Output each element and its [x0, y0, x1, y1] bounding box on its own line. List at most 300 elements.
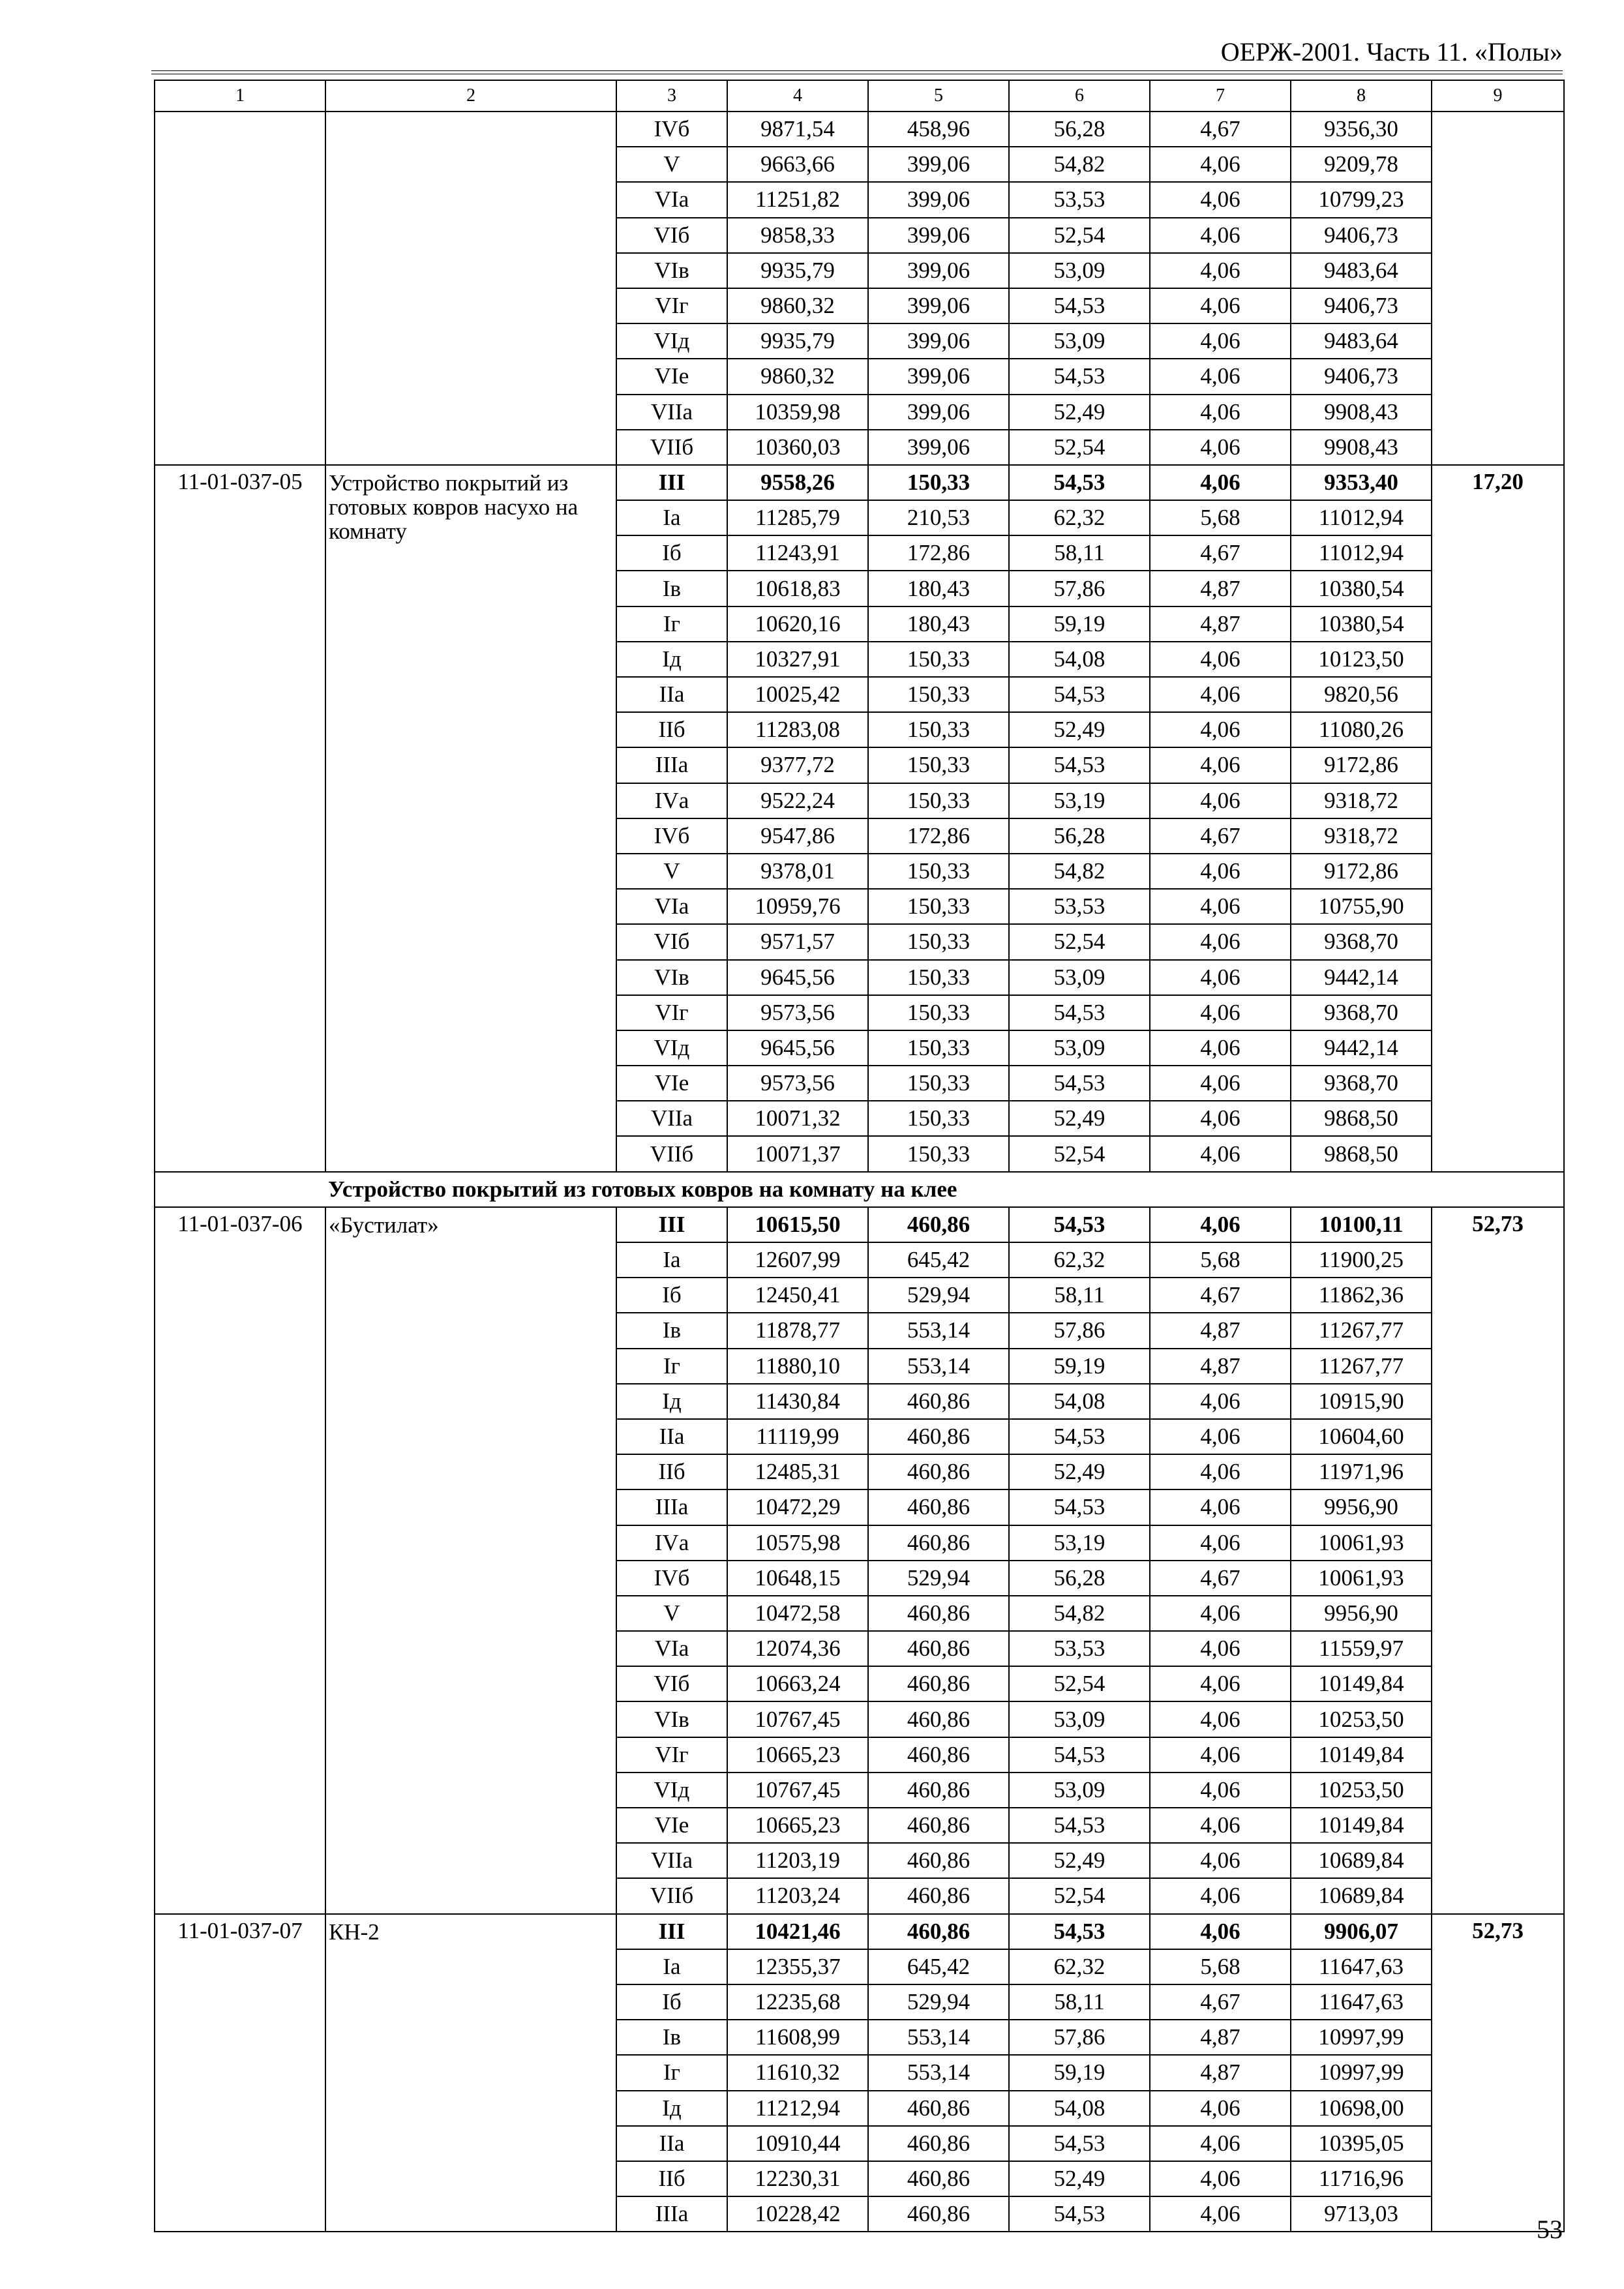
materials-cell: 10395,05 [1291, 2126, 1432, 2161]
section-title: Устройство покрытий из готовых ковров на комнату на клее [325, 1172, 1564, 1207]
direct-costs-cell: 10648,15 [727, 1561, 868, 1596]
materials-cell: 11559,97 [1291, 1631, 1432, 1666]
labor-hours-cell: 62,32 [1009, 500, 1150, 535]
materials-cell: 9368,70 [1291, 995, 1432, 1030]
labor-hours-cell: 53,09 [1009, 253, 1150, 288]
materials-cell: 10061,93 [1291, 1561, 1432, 1596]
direct-costs-cell: 10359,98 [727, 395, 868, 430]
labor-costs-cell: 4,06 [1150, 323, 1291, 359]
labor-hours-cell: 56,28 [1009, 818, 1150, 854]
labor-costs-cell: 4,06 [1150, 1384, 1291, 1419]
direct-costs-cell: 12355,37 [727, 1949, 868, 1984]
labor-costs-cell: 4,06 [1150, 1066, 1291, 1101]
region-zone-cell: VIд [616, 1030, 727, 1066]
table-row [155, 1914, 1564, 1949]
machine-costs-cell: 399,06 [868, 253, 1009, 288]
region-zone-cell: IIIа [616, 747, 727, 783]
labor-hours-cell: 52,54 [1009, 430, 1150, 465]
labor-hours-cell: 52,49 [1009, 712, 1150, 747]
labor-hours-cell: 54,53 [1009, 359, 1150, 394]
materials-cell: 11971,96 [1291, 1454, 1432, 1489]
materials-cell: 9172,86 [1291, 854, 1432, 889]
direct-costs-cell: 12074,36 [727, 1631, 868, 1666]
region-zone-cell: IIб [616, 1454, 727, 1489]
labor-hours-cell: 57,86 [1009, 571, 1150, 606]
direct-costs-cell: 11880,10 [727, 1349, 868, 1384]
region-zone-cell: VIв [616, 1701, 727, 1737]
materials-cell: 9368,70 [1291, 1066, 1432, 1101]
region-zone-cell: Iв [616, 571, 727, 606]
labor-costs-cell: 4,06 [1150, 1030, 1291, 1066]
direct-costs-cell: 9860,32 [727, 359, 868, 394]
machine-costs-cell: 150,33 [868, 1101, 1009, 1136]
machine-costs-cell: 180,43 [868, 571, 1009, 606]
labor-costs-cell: 4,06 [1150, 395, 1291, 430]
machine-costs-cell: 460,86 [868, 1596, 1009, 1631]
direct-costs-cell: 12607,99 [727, 1242, 868, 1278]
direct-costs-cell: 12450,41 [727, 1278, 868, 1313]
region-zone-cell: VIа [616, 1631, 727, 1666]
region-zone-cell: VIIб [616, 1136, 727, 1171]
column-number-row [155, 80, 1564, 112]
machine-costs-cell: 460,86 [868, 1489, 1009, 1525]
materials-cell: 9442,14 [1291, 1030, 1432, 1066]
machine-costs-cell: 460,86 [868, 1631, 1009, 1666]
labor-hours-cell: 52,49 [1009, 1454, 1150, 1489]
machine-costs-cell: 172,86 [868, 818, 1009, 854]
labor-costs-cell: 4,06 [1150, 1101, 1291, 1136]
labor-hours-cell: 53,09 [1009, 1701, 1150, 1737]
labor-hours-cell: 62,32 [1009, 1949, 1150, 1984]
materials-cell: 9908,43 [1291, 395, 1432, 430]
machine-costs-cell: 460,86 [868, 1525, 1009, 1561]
labor-hours-cell: 52,49 [1009, 1843, 1150, 1878]
region-zone-cell: Iв [616, 1313, 727, 1348]
direct-costs-cell: 11285,79 [727, 500, 868, 535]
region-zone-cell: IIб [616, 712, 727, 747]
materials-cell: 10755,90 [1291, 889, 1432, 924]
labor-hours-cell: 52,49 [1009, 2161, 1150, 2196]
region-zone-cell: VIа [616, 182, 727, 217]
region-zone-cell: V [616, 147, 727, 182]
region-zone-cell: VIIа [616, 1843, 727, 1878]
materials-cell: 9956,90 [1291, 1596, 1432, 1631]
machine-costs-cell: 150,33 [868, 712, 1009, 747]
materials-cell: 9368,70 [1291, 924, 1432, 959]
machine-costs-cell: 150,33 [868, 1136, 1009, 1171]
region-zone-cell: Iв [616, 2020, 727, 2055]
machine-costs-cell: 150,33 [868, 465, 1009, 500]
region-zone-cell: Iа [616, 1949, 727, 1984]
labor-hours-cell: 59,19 [1009, 2055, 1150, 2090]
region-zone-cell: IIа [616, 1419, 727, 1454]
labor-hours-cell: 58,11 [1009, 535, 1150, 571]
direct-costs-cell: 10620,16 [727, 606, 868, 642]
labor-costs-cell: 4,06 [1150, 1596, 1291, 1631]
region-zone-cell: VIг [616, 1737, 727, 1773]
labor-hours-cell: 53,53 [1009, 1631, 1150, 1666]
direct-costs-cell: 9522,24 [727, 783, 868, 818]
machine-costs-cell: 553,14 [868, 2020, 1009, 2055]
direct-costs-cell: 9645,56 [727, 1030, 868, 1066]
region-zone-cell: VIе [616, 1066, 727, 1101]
direct-costs-cell: 10360,03 [727, 430, 868, 465]
direct-costs-cell: 9860,32 [727, 288, 868, 323]
machine-costs-cell: 645,42 [868, 1949, 1009, 1984]
machine-costs-cell: 529,94 [868, 1984, 1009, 2020]
column-number: 2 [325, 80, 616, 112]
labor-costs-cell: 4,06 [1150, 218, 1291, 253]
labor-costs-cell: 4,06 [1150, 2126, 1291, 2161]
direct-costs-cell: 11283,08 [727, 712, 868, 747]
region-zone-cell: VIб [616, 924, 727, 959]
machine-costs-cell: 460,86 [868, 1808, 1009, 1843]
direct-costs-cell: 10615,50 [727, 1207, 868, 1242]
region-zone-cell: III [616, 1207, 727, 1242]
work-description-cell: Устройство покрытий из готовых ковров насухо на комнату [325, 465, 616, 1172]
materials-cell: 9172,86 [1291, 747, 1432, 783]
region-zone-cell: VIIа [616, 395, 727, 430]
labor-costs-cell: 4,67 [1150, 818, 1291, 854]
labor-hours-cell: 54,82 [1009, 1596, 1150, 1631]
machine-costs-cell: 645,42 [868, 1242, 1009, 1278]
direct-costs-cell: 9378,01 [727, 854, 868, 889]
rate-code-cell: 11-01-037-07 [155, 1914, 325, 2232]
region-zone-cell: VIв [616, 960, 727, 995]
section-empty-cell [155, 1172, 325, 1207]
column-number: 1 [155, 80, 325, 112]
materials-cell: 10698,00 [1291, 2091, 1432, 2126]
materials-cell: 9956,90 [1291, 1489, 1432, 1525]
direct-costs-cell: 11251,82 [727, 182, 868, 217]
labor-hours-cell: 54,82 [1009, 147, 1150, 182]
labor-costs-cell: 4,06 [1150, 995, 1291, 1030]
direct-costs-cell: 9935,79 [727, 323, 868, 359]
labor-hours-cell: 58,11 [1009, 1984, 1150, 2020]
direct-costs-cell: 10327,91 [727, 642, 868, 677]
materials-cell: 9908,43 [1291, 430, 1432, 465]
labor-hours-cell: 54,53 [1009, 1066, 1150, 1101]
machine-costs-cell: 150,33 [868, 677, 1009, 712]
materials-cell: 10100,11 [1291, 1207, 1432, 1242]
labor-costs-cell: 5,68 [1150, 1242, 1291, 1278]
machine-costs-cell: 458,96 [868, 112, 1009, 147]
materials-cell: 10061,93 [1291, 1525, 1432, 1561]
materials-cell: 9318,72 [1291, 783, 1432, 818]
region-zone-cell: Iг [616, 1349, 727, 1384]
direct-costs-cell: 9858,33 [727, 218, 868, 253]
region-zone-cell: Iд [616, 642, 727, 677]
labor-costs-cell: 4,06 [1150, 147, 1291, 182]
table-row [155, 1207, 1564, 1242]
labor-costs-cell: 4,06 [1150, 1843, 1291, 1878]
labor-hours-cell: 53,09 [1009, 323, 1150, 359]
rate-code-cell: 11-01-037-05 [155, 465, 325, 1172]
labor-hours-cell: 59,19 [1009, 606, 1150, 642]
direct-costs-cell: 11212,94 [727, 2091, 868, 2126]
labor-costs-cell: 4,06 [1150, 677, 1291, 712]
labor-costs-cell: 4,06 [1150, 1454, 1291, 1489]
direct-costs-cell: 10618,83 [727, 571, 868, 606]
materials-cell: 10380,54 [1291, 571, 1432, 606]
region-zone-cell: VIе [616, 359, 727, 394]
region-zone-cell: IIб [616, 2161, 727, 2196]
region-zone-cell: IVб [616, 1561, 727, 1596]
labor-costs-cell: 4,06 [1150, 1419, 1291, 1454]
direct-costs-cell: 11203,19 [727, 1843, 868, 1878]
labor-hours-cell: 54,53 [1009, 1207, 1150, 1242]
direct-costs-cell: 9558,26 [727, 465, 868, 500]
materials-cell: 10253,50 [1291, 1773, 1432, 1808]
materials-cell: 9868,50 [1291, 1101, 1432, 1136]
machine-costs-cell: 150,33 [868, 889, 1009, 924]
materials-cell: 10689,84 [1291, 1878, 1432, 1913]
region-zone-cell: IVа [616, 783, 727, 818]
machine-costs-cell: 399,06 [868, 359, 1009, 394]
labor-hours-cell: 53,09 [1009, 1773, 1150, 1808]
region-zone-cell: IIа [616, 2126, 727, 2161]
machine-costs-cell: 150,33 [868, 995, 1009, 1030]
labor-costs-cell: 4,87 [1150, 571, 1291, 606]
direct-costs-cell: 11878,77 [727, 1313, 868, 1348]
table-row [155, 112, 1564, 147]
labor-costs-cell: 4,67 [1150, 535, 1291, 571]
region-zone-cell: VIе [616, 1808, 727, 1843]
region-zone-cell: VIа [616, 889, 727, 924]
direct-costs-cell: 11610,32 [727, 2055, 868, 2090]
page-header-title: ОЕРЖ-2001. Часть 11. «Полы» [1220, 37, 1563, 67]
labor-hours-cell: 54,53 [1009, 465, 1150, 500]
header-rule [151, 70, 1563, 71]
direct-costs-cell: 9573,56 [727, 995, 868, 1030]
labor-costs-cell: 4,06 [1150, 1773, 1291, 1808]
labor-costs-cell: 4,06 [1150, 924, 1291, 959]
labor-costs-cell: 4,06 [1150, 2091, 1291, 2126]
labor-hours-cell: 62,32 [1009, 1242, 1150, 1278]
machine-costs-cell: 399,06 [868, 430, 1009, 465]
price-table-body [155, 80, 1564, 2232]
labor-costs-cell: 4,06 [1150, 747, 1291, 783]
labor-costs-cell: 4,06 [1150, 783, 1291, 818]
region-zone-cell: VIIа [616, 1101, 727, 1136]
region-zone-cell: Iд [616, 2091, 727, 2126]
labor-hours-cell: 54,08 [1009, 2091, 1150, 2126]
machine-costs-cell: 460,86 [868, 1843, 1009, 1878]
labor-costs-cell: 4,06 [1150, 1737, 1291, 1773]
direct-costs-cell: 10767,45 [727, 1773, 868, 1808]
labor-costs-cell: 4,06 [1150, 1701, 1291, 1737]
machine-costs-cell: 460,86 [868, 1701, 1009, 1737]
direct-costs-cell: 9935,79 [727, 253, 868, 288]
materials-cell: 11012,94 [1291, 535, 1432, 571]
direct-costs-cell: 10575,98 [727, 1525, 868, 1561]
materials-cell: 11647,63 [1291, 1949, 1432, 1984]
labor-costs-cell: 4,06 [1150, 1808, 1291, 1843]
work-description-cell: «Бустилат» [325, 1207, 616, 1914]
machine-costs-cell: 553,14 [868, 2055, 1009, 2090]
direct-costs-cell: 10910,44 [727, 2126, 868, 2161]
machine-costs-cell: 460,86 [868, 1454, 1009, 1489]
labor-costs-cell: 4,06 [1150, 1136, 1291, 1171]
labor-hours-cell: 59,19 [1009, 1349, 1150, 1384]
direct-costs-cell: 9547,86 [727, 818, 868, 854]
machine-costs-cell: 460,86 [868, 1207, 1009, 1242]
work-description-cell: КН-2 [325, 1914, 616, 2232]
region-zone-cell: Iг [616, 606, 727, 642]
region-zone-cell: V [616, 1596, 727, 1631]
materials-cell: 9209,78 [1291, 147, 1432, 182]
labor-hours-cell: 53,53 [1009, 182, 1150, 217]
machine-costs-cell: 150,33 [868, 642, 1009, 677]
materials-cell: 10997,99 [1291, 2055, 1432, 2090]
labor-costs-cell: 4,06 [1150, 430, 1291, 465]
labor-costs-cell: 4,06 [1150, 2196, 1291, 2232]
labor-hours-cell: 54,53 [1009, 1808, 1150, 1843]
machine-costs-cell: 460,86 [868, 1737, 1009, 1773]
region-zone-cell: III [616, 465, 727, 500]
machine-costs-cell: 399,06 [868, 218, 1009, 253]
materials-cell: 9353,40 [1291, 465, 1432, 500]
machine-costs-cell: 150,33 [868, 1066, 1009, 1101]
materials-cell: 10915,90 [1291, 1384, 1432, 1419]
labor-costs-cell: 4,06 [1150, 1666, 1291, 1701]
materials-cell: 10253,50 [1291, 1701, 1432, 1737]
machine-costs-cell: 553,14 [868, 1349, 1009, 1384]
column-number: 4 [727, 80, 868, 112]
machine-costs-cell: 460,86 [868, 1384, 1009, 1419]
col9-value-cell: 52,73 [1432, 1914, 1564, 2232]
labor-costs-cell: 4,06 [1150, 359, 1291, 394]
materials-cell: 9820,56 [1291, 677, 1432, 712]
materials-cell: 9483,64 [1291, 323, 1432, 359]
materials-cell: 11900,25 [1291, 1242, 1432, 1278]
materials-cell: 9406,73 [1291, 359, 1432, 394]
labor-costs-cell: 4,06 [1150, 182, 1291, 217]
machine-costs-cell: 150,33 [868, 747, 1009, 783]
column-number: 8 [1291, 80, 1432, 112]
direct-costs-cell: 10421,46 [727, 1914, 868, 1949]
price-table [154, 80, 1565, 2232]
column-number: 6 [1009, 80, 1150, 112]
machine-costs-cell: 210,53 [868, 500, 1009, 535]
section-row [155, 1172, 1564, 1207]
column-number: 3 [616, 80, 727, 112]
machine-costs-cell: 529,94 [868, 1278, 1009, 1313]
labor-costs-cell: 4,06 [1150, 253, 1291, 288]
labor-costs-cell: 4,87 [1150, 606, 1291, 642]
labor-hours-cell: 52,49 [1009, 395, 1150, 430]
machine-costs-cell: 460,86 [868, 2126, 1009, 2161]
materials-cell: 9356,30 [1291, 112, 1432, 147]
direct-costs-cell: 10025,42 [727, 677, 868, 712]
labor-hours-cell: 54,82 [1009, 854, 1150, 889]
materials-cell: 10149,84 [1291, 1737, 1432, 1773]
machine-costs-cell: 172,86 [868, 535, 1009, 571]
materials-cell: 11267,77 [1291, 1349, 1432, 1384]
direct-costs-cell: 12230,31 [727, 2161, 868, 2196]
labor-hours-cell: 57,86 [1009, 1313, 1150, 1348]
direct-costs-cell: 10959,76 [727, 889, 868, 924]
labor-costs-cell: 4,06 [1150, 960, 1291, 995]
labor-hours-cell: 54,53 [1009, 1737, 1150, 1773]
region-zone-cell: VIд [616, 1773, 727, 1808]
region-zone-cell: IIIа [616, 1489, 727, 1525]
materials-cell: 10799,23 [1291, 182, 1432, 217]
page-number: 53 [1537, 2215, 1563, 2244]
materials-cell: 9442,14 [1291, 960, 1432, 995]
region-zone-cell: VIг [616, 288, 727, 323]
labor-hours-cell: 56,28 [1009, 112, 1150, 147]
labor-costs-cell: 4,87 [1150, 2055, 1291, 2090]
empty-description-cell [325, 112, 616, 465]
region-zone-cell: VIд [616, 323, 727, 359]
machine-costs-cell: 150,33 [868, 960, 1009, 995]
rate-code-cell: 11-01-037-06 [155, 1207, 325, 1914]
machine-costs-cell: 460,86 [868, 1914, 1009, 1949]
direct-costs-cell: 10767,45 [727, 1701, 868, 1737]
materials-cell: 11267,77 [1291, 1313, 1432, 1348]
region-zone-cell: Iб [616, 1278, 727, 1313]
machine-costs-cell: 150,33 [868, 854, 1009, 889]
direct-costs-cell: 11243,91 [727, 535, 868, 571]
labor-hours-cell: 54,08 [1009, 642, 1150, 677]
labor-costs-cell: 4,06 [1150, 854, 1291, 889]
labor-hours-cell: 53,19 [1009, 1525, 1150, 1561]
labor-costs-cell: 4,87 [1150, 2020, 1291, 2055]
materials-cell: 11716,96 [1291, 2161, 1432, 2196]
machine-costs-cell: 460,86 [868, 1419, 1009, 1454]
machine-costs-cell: 399,06 [868, 147, 1009, 182]
labor-costs-cell: 4,67 [1150, 1561, 1291, 1596]
materials-cell: 9868,50 [1291, 1136, 1432, 1171]
labor-costs-cell: 4,06 [1150, 642, 1291, 677]
materials-cell: 10604,60 [1291, 1419, 1432, 1454]
region-zone-cell: Iб [616, 535, 727, 571]
direct-costs-cell: 10665,23 [727, 1808, 868, 1843]
direct-costs-cell: 9645,56 [727, 960, 868, 995]
labor-hours-cell: 53,19 [1009, 783, 1150, 818]
table-row [155, 465, 1564, 500]
labor-hours-cell: 57,86 [1009, 2020, 1150, 2055]
labor-costs-cell: 4,06 [1150, 1631, 1291, 1666]
labor-hours-cell: 54,53 [1009, 677, 1150, 712]
machine-costs-cell: 553,14 [868, 1313, 1009, 1348]
column-number: 9 [1432, 80, 1564, 112]
region-zone-cell: VIIб [616, 1878, 727, 1913]
materials-cell: 10689,84 [1291, 1843, 1432, 1878]
region-zone-cell: IVб [616, 818, 727, 854]
direct-costs-cell: 12235,68 [727, 1984, 868, 2020]
materials-cell: 11647,63 [1291, 1984, 1432, 2020]
direct-costs-cell: 11608,99 [727, 2020, 868, 2055]
labor-costs-cell: 4,06 [1150, 712, 1291, 747]
machine-costs-cell: 399,06 [868, 395, 1009, 430]
region-zone-cell: VIб [616, 1666, 727, 1701]
materials-cell: 11080,26 [1291, 712, 1432, 747]
materials-cell: 10997,99 [1291, 2020, 1432, 2055]
machine-costs-cell: 460,86 [868, 2196, 1009, 2232]
labor-costs-cell: 4,06 [1150, 288, 1291, 323]
region-zone-cell: Iб [616, 1984, 727, 2020]
region-zone-cell: Iд [616, 1384, 727, 1419]
labor-costs-cell: 4,67 [1150, 1984, 1291, 2020]
labor-hours-cell: 54,53 [1009, 2126, 1150, 2161]
direct-costs-cell: 9663,66 [727, 147, 868, 182]
region-zone-cell: VIг [616, 995, 727, 1030]
labor-costs-cell: 4,06 [1150, 2161, 1291, 2196]
materials-cell: 10123,50 [1291, 642, 1432, 677]
labor-hours-cell: 54,53 [1009, 747, 1150, 783]
